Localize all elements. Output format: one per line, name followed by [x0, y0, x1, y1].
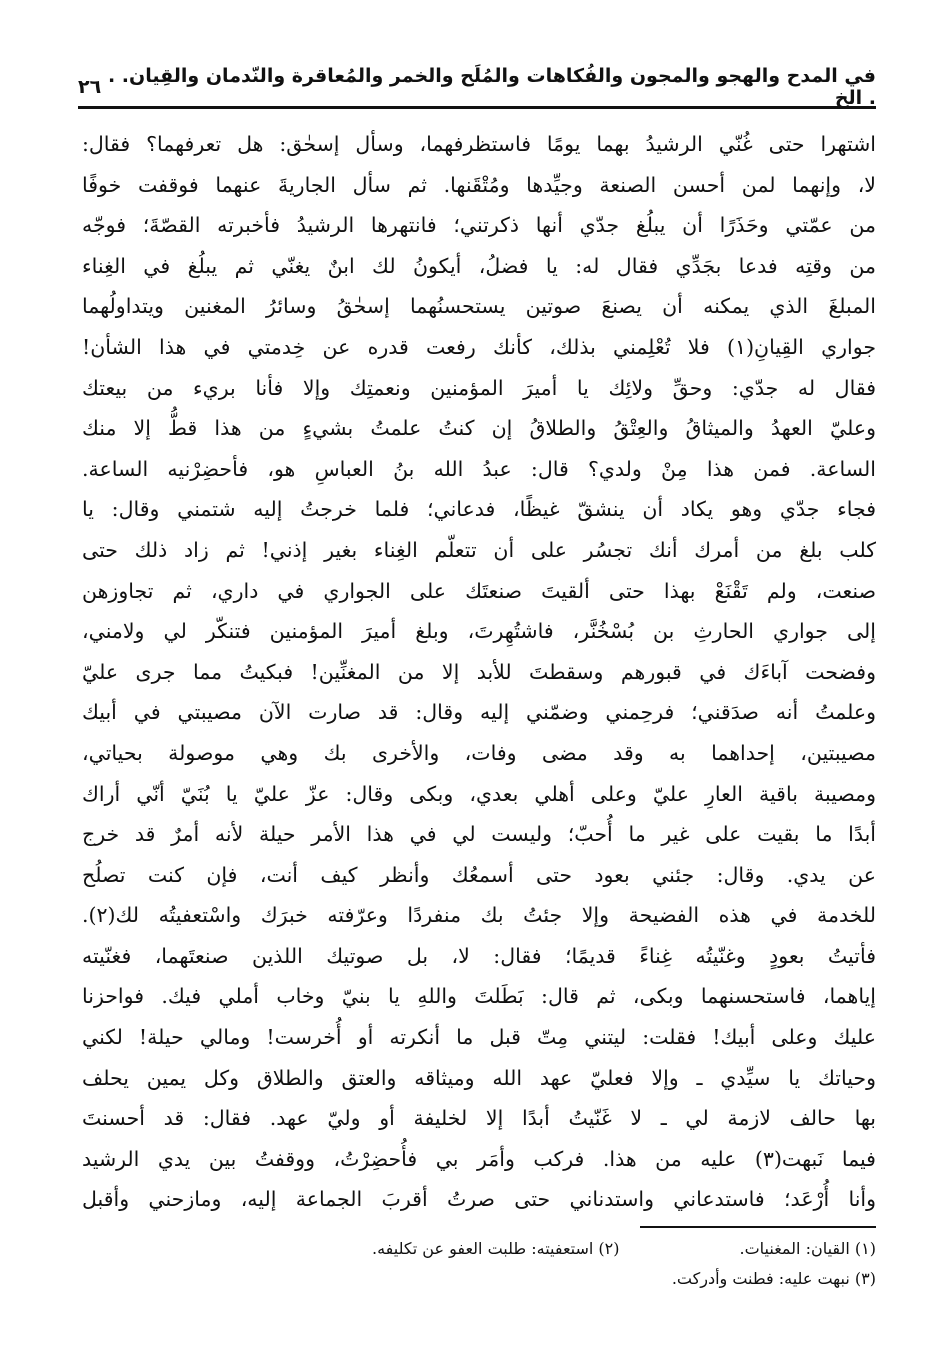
text-line: إلى جواري الحارثِ بن بُسْخُنَّر، فاشتُهِرتَ، وبلغ أميرَ المؤمنين فتنكّر لي ولامني، — [82, 619, 876, 644]
text-line: فجاء جدّي وهو يكاد أن ينشقّ غيظًا، فدعاني؛ فلما خرجتُ إليه شتمني وقال: يا — [82, 497, 876, 522]
text-line: فيما نَبهت(٣) عليه من هذا. فركب وأمَر بي فأُحضِرْتُ، ووقفتُ بين يدي الرشيد — [82, 1146, 876, 1171]
text-line: ومصيبة باقية العارِ عليّ وعلى أهلي بعدي، وبكى وقال: عزّ عليّ يا بُنَيّ أنّي أراك — [82, 781, 876, 806]
header-divider — [78, 106, 876, 109]
text-line: فأتيتُ بعودٍ وغنّيتُه غِناءً قديمًا؛ فقال: لا، بل صوتيك اللذين صنعتَهما، فغنّيته — [82, 943, 876, 968]
text-line: فقال له جدّي: وحقِّ ولائِك يا أميرَ المؤمنين ونعمتِك وإلا فأنا بريء من بيعتك — [82, 375, 876, 400]
page-header — [78, 65, 876, 109]
text-line: عن يدي. وقال: جئني بعود حتى أسمعُك وأنظر كيف أنت، فإن كنت تصلُح — [82, 862, 876, 887]
text-line: إياهما، فاستحسنهما وبكى، ثم قال: بَطَلتَ واللهِ يا بنيّ وخاب أملي فيك. فواحزنا — [82, 984, 876, 1009]
text-line: كلب بلغ من أمرك أنك تجسُر على أن تتعلّم الغِناء بغير إذني! ثم زاد ذلك حتى — [82, 537, 876, 562]
text-line: من عمّتي وحَذَرًا أن يبلُغ جدّي أنها ذكرتني؛ فانتهرها الرشيدُ فأخبرته القصّةَ؛ فوجّه — [82, 213, 876, 238]
running-title: في المدح والهجو والمجون والفُكاهات والمُلَح والخمر والمُعاقرة والنّدمان والقِيان. . . الخ — [107, 65, 876, 109]
text-line: للخدمة في هذه الفضيحة وإلا جئتُ بك منفردًا وعرّفته خبرَك واسْتعفيتُه لك(٢). — [82, 903, 876, 928]
text-line: عليك وعلى أبيك! فقلت: ليتني مِتّ قبل ما أنكرته أو أُخرست! ومالي حيلة! لكني — [82, 1025, 876, 1050]
text-line: اشتهرا حتى غُنّي الرشيدُ بهما يومًا فاستظرفهما، وسأل إسحٰق: هل تعرفهما؟ فقال: — [82, 132, 876, 156]
text-line: أبدًا ما بقيت على غير ما أُحبّ؛ وليست لي في هذا الأمر حيلة لأنه أمرٌ قد خرج — [82, 822, 876, 847]
text-line: بها حالف لازمة لي ـ لا غَنّيتُ أبدًا إلا لخليفة أو وليّ عهد. فقال: قد أحسنتَ — [82, 1106, 876, 1131]
text-line: المبلغَ الذي يمكنه أن يصنعَ صوتين يستحسنُهما إسحٰقُ وسائرُ المغنين ويتداولُهما — [82, 294, 876, 319]
text-line: صنعت، ولم تَقْنَعْ بهذا حتى ألقيتَ صنعتَك على الجواري في داري، ثم تجاوزهن — [82, 578, 876, 603]
page-number: ٢٦ — [78, 76, 102, 98]
text-line: وحياتك يا سيِّدي ـ وإلا فعليّ عهد الله وميثاقه والعتق والطلاق وكل يمين يحلف — [82, 1065, 876, 1090]
text-line: وعليّ العهدُ والميثاقُ والعِتْقُ والطلاقُ إن كنتُ علمتُ بشيءٍ من هذا قطُّ إلا منك — [82, 416, 876, 441]
text-line: وفضحت آباءَك في قبورهم وسقطتَ للأبد إلا من المغنِّين! فبكيتُ مما جرى عليّ — [82, 659, 876, 684]
text-line: الساعة. فمن هذا مِنْ ولدي؟ قال: عبدُ الله بنُ العباسِ هو، فأحضِرْنيه الساعة. — [82, 456, 876, 481]
text-line: وعلمتُ أنه صدَقني؛ فرحِمني وضمّني إليه وقال: قد صارت الآن مصيبتي في أبيك — [82, 700, 876, 725]
footnotes — [82, 1234, 876, 1294]
text-line: جواري القِيانِ(١) فلا تُعْلِمني بذلك، كأنك رفعت قدره عن خِدمتي في هذا الشأن! — [82, 334, 876, 359]
footnote-1: (١) القيان: المغنيات. — [739, 1239, 876, 1258]
body-text — [82, 124, 876, 1220]
text-line: مصيبتين، إحداهما به وقد مضى وفات، والأخرى بك وهي موصولة بحياتي، — [82, 740, 876, 765]
text-line: من وقتِه فدعا بجَدِّي فقال له: يا فضلُ، أيكونُ لك ابنٌ يغنّي ثم يبلُغ في الغِناء — [82, 253, 876, 278]
text-line: لا، وإنهما لمن أحسن الصنعة وجيِّدها ومُتْقَنها. ثم سأل الجاريةَ عنهما فوقفت خوفًا — [82, 172, 876, 197]
footnote-divider — [640, 1226, 876, 1228]
text-line: وأنا أُرْعَد؛ فاستدعاني واستدناني حتى صرتُ أقربَ الجماعة إليه، ومازحني وأقبل — [82, 1187, 876, 1212]
footnote-2: (٢) استعفيته: طلبت العفو عن تكليفه. — [372, 1239, 620, 1258]
footnote-3: (٣) نبهت عليه: فطنت وأدركت. — [671, 1269, 876, 1288]
